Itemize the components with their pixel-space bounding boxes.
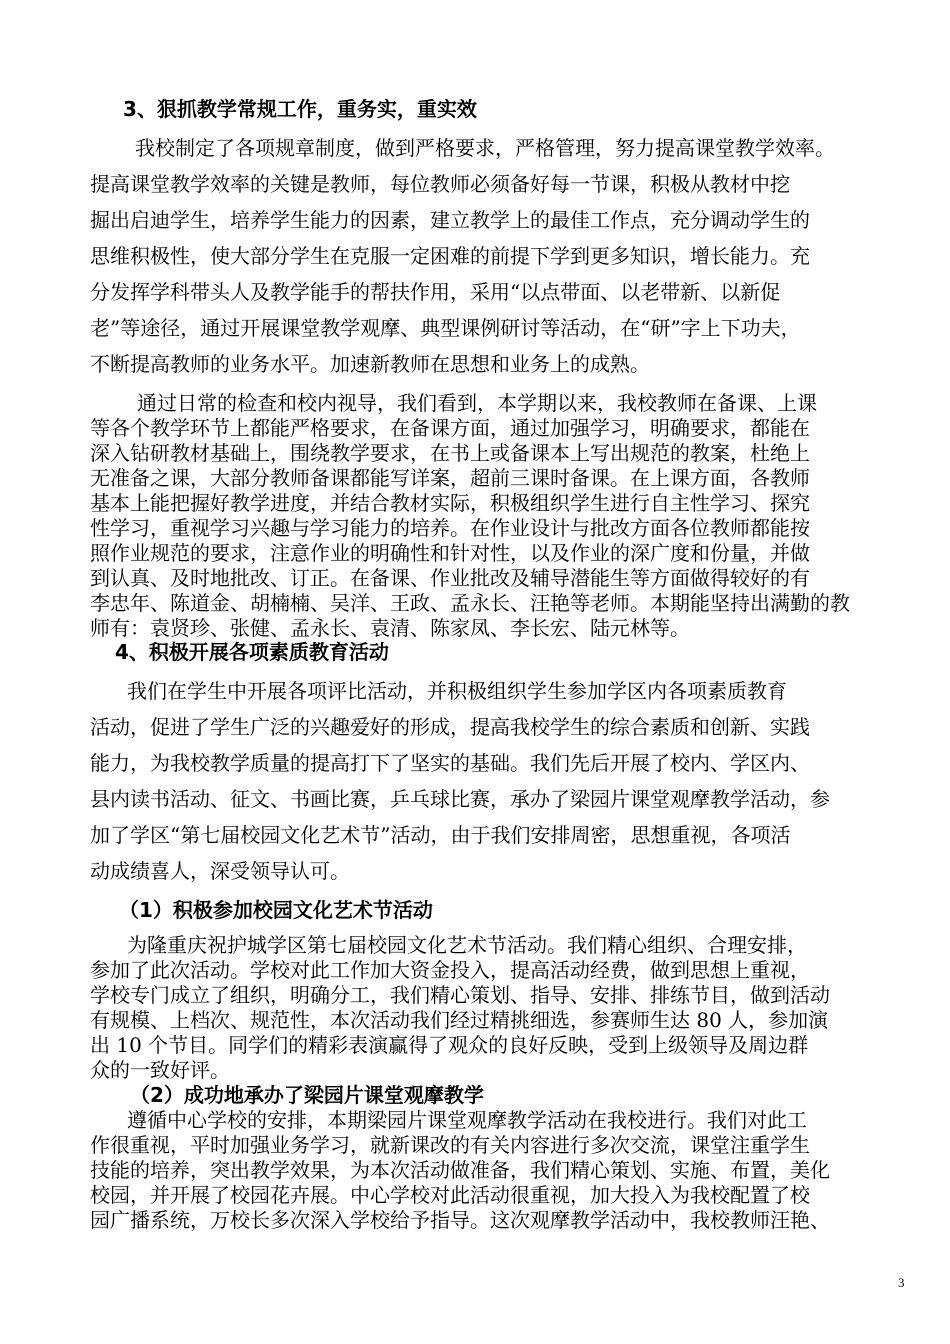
text-line: 李忠年、陈道金、胡楠楠、吴洋、王政、孟永长、汪艳等老师。本期能坚持出满勤的教	[90, 591, 850, 615]
text-line: 能力，为我校教学质量的提高打下了坚实的基础。我们先后开展了校内、学区内、	[90, 751, 810, 775]
text-line: 到认真、及时地批改、订正。在备课、作业批改及辅导潜能生等方面做得较好的有	[90, 566, 810, 590]
text-line: 思维积极性，使大部分学生在克服一定困难的前提下学到更多知识，增长能力。充	[90, 244, 810, 268]
section-3-heading: 3、狠抓教学常规工作，重务实，重实效	[123, 97, 477, 121]
text-line: 掘出启迪学生，培养学生能力的因素，建立教学上的最佳工作点，充分调动学生的	[90, 208, 810, 232]
text-line: 动成绩喜人，深受领导认可。	[90, 859, 350, 883]
text-line: 通过日常的检查和校内视导，我们看到，本学期以来，我校教师在备课、上课	[137, 391, 817, 415]
text-line: 众的一致好评。	[90, 1058, 230, 1082]
text-line: 参加了此次活动。学校对此工作加大资金投入，提高活动经费，做到思想上重视，	[90, 958, 810, 982]
page-number: 3	[898, 1275, 905, 1290]
text-line: 园广播系统，万校长多次深入学校给予指导。这次观摩教学活动中，我校教师汪艳、	[90, 1208, 830, 1232]
text-line: 我们在学生中开展各项评比活动，并积极组织学生参加学区内各项素质教育	[127, 679, 787, 703]
text-line: 活动，促进了学生广泛的兴趣爱好的形成，提高我校学生的综合素质和创新、实践	[90, 715, 810, 739]
text-line: 分发挥学科带头人及教学能手的帮扶作用，采用“以点带面、以老带新、以新促	[90, 280, 781, 304]
text-line: 作很重视，平时加强业务学习，就新课改的有关内容进行多次交流，课堂注重学生	[90, 1133, 810, 1157]
text-line: 老”等途径，通过开展课堂教学观摩、典型课例研讨等活动，在“研”字上下功夫，	[90, 316, 801, 340]
text-line: 县内读书活动、征文、书画比赛，乒乓球比赛，承办了梁园片课堂观摩教学活动，参	[90, 787, 830, 811]
text-line: 我校制定了各项规章制度，做到严格要求，严格管理，努力提高课堂教学效率。	[135, 136, 835, 160]
text-line: 学校专门成立了组织，明确分工，我们精心策划、指导、安排、排练节目，做到活动	[90, 983, 830, 1007]
text-line: 深入钻研教材基础上，围绕教学要求，在书上或备课本上写出规范的教案，杜绝上	[90, 441, 810, 465]
text-line: 师有：袁贤珍、张健、孟永长、袁清、陈家凤、李长宏、陆元林等。	[90, 616, 690, 640]
text-line: 为隆重庆祝护城学区第七届校园文化艺术节活动。我们精心组织、合理安排，	[127, 933, 807, 957]
text-line: 不断提高教师的业务水平。加速新教师在思想和业务上的成熟。	[90, 352, 650, 376]
subsection-1-heading: （1）积极参加校园文化艺术节活动	[119, 898, 433, 922]
text-line: 提高课堂教学效率的关键是教师，每位教师必须备好每一节课，积极从教材中挖	[90, 172, 790, 196]
section-4-heading: 4、积极开展各项素质教育活动	[115, 640, 389, 664]
text-line: 加了学区“第七届校园文化艺术节”活动，由于我们安排周密，思想重视，各项活	[90, 823, 791, 847]
subsection-2-heading: （2）成功地承办了梁园片课堂观摩教学	[130, 1083, 484, 1107]
text-line: 照作业规范的要求，注意作业的明确性和针对性，以及作业的深广度和份量，并做	[90, 541, 810, 565]
text-line: 出 10 个节目。同学们的精彩表演赢得了观众的良好反映，受到上级领导及周边群	[90, 1033, 809, 1057]
text-line: 校园，并开展了校园花卉展。中心学校对此活动很重视，加大投入为我校配置了校	[90, 1183, 810, 1207]
text-line: 基本上能把握好教学进度，并结合教材实际，积极组织学生进行自主性学习、探究	[90, 491, 810, 515]
text-line: 技能的培养，突出教学效果，为本次活动做准备，我们精心策划、实施、布置，美化	[90, 1158, 830, 1182]
text-line: 性学习，重视学习兴趣与学习能力的培养。在作业设计与批改方面各位教师都能按	[90, 516, 810, 540]
text-line: 无准备之课，大部分教师备课都能写详案，超前三课时备课。在上课方面，各教师	[90, 466, 810, 490]
text-line: 等各个教学环节上都能严格要求，在备课方面，通过加强学习，明确要求，都能在	[90, 416, 810, 440]
text-line: 遵循中心学校的安排，本期梁园片课堂观摩教学活动在我校进行。我们对此工	[127, 1108, 807, 1132]
text-line: 有规模、上档次、规范性，本次活动我们经过精挑细选，参赛师生达 80 人，参加演	[90, 1008, 829, 1032]
